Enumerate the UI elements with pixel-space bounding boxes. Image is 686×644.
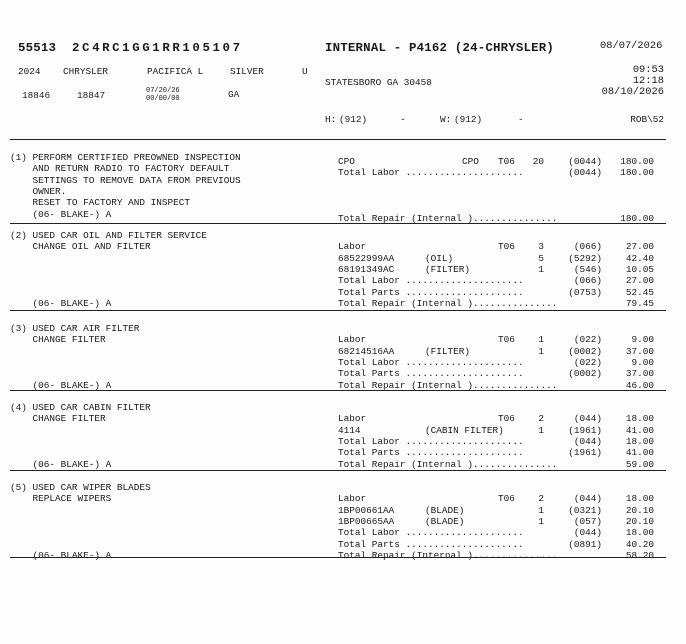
line-description: SETTINGS TO REMOVE DATA FROM PREVIOUS <box>10 174 241 186</box>
row-label: Total Labor ..................... <box>338 527 524 539</box>
row-label: Total Repair (Internal )............... <box>338 297 558 309</box>
line-description: (5) USED CAR WIPER BLADES <box>10 482 151 493</box>
line-description: (2) USED CAR OIL AND FILTER SERVICE <box>10 230 207 241</box>
amount: 41.00 <box>625 447 654 459</box>
amount: 42.40 <box>625 252 654 264</box>
line-description: CHANGE OIL AND FILTER <box>10 241 151 253</box>
cost-code: (066) <box>573 275 602 287</box>
header-divider <box>10 139 666 140</box>
row-label: Total Parts ..................... <box>338 368 524 380</box>
quantity: 20 <box>532 156 544 167</box>
amount: 9.00 <box>631 334 654 346</box>
cost-code: (066) <box>573 241 602 253</box>
part-description: (BLADE) <box>425 504 465 516</box>
cost-code: (044) <box>573 413 602 425</box>
row-label: 68522999AA <box>338 252 395 264</box>
vehicle-model: PACIFICA L <box>147 66 204 77</box>
amount: 52.45 <box>625 286 654 298</box>
line-description: CHANGE FILTER <box>10 334 106 346</box>
row-label: Total Labor ..................... <box>338 435 524 447</box>
state: GA <box>228 89 240 100</box>
cost-code: (1961) <box>568 424 602 436</box>
line-description: AND RETURN RADIO TO FACTORY DEFAULT <box>10 163 230 175</box>
amount: 79.45 <box>625 297 654 309</box>
cost-code: (044) <box>573 527 602 539</box>
row-label: 1BP00661AA <box>338 504 395 516</box>
line-description: CHANGE FILTER <box>10 413 106 425</box>
line-description: OWNER. <box>10 185 67 197</box>
vin: 2C4RC1GG1RR105107 <box>72 41 243 55</box>
row-label: Total Repair (Internal )............... <box>338 212 558 224</box>
used-flag: U <box>302 66 308 77</box>
date-zero: 00/00/00 <box>146 95 180 103</box>
home-phone-label: H: <box>325 114 337 125</box>
cost-code: (0753) <box>568 286 602 298</box>
row-label: Total Labor ..................... <box>338 275 524 287</box>
quantity: 1 <box>538 515 544 527</box>
amount: 27.00 <box>625 241 654 253</box>
part-description: (FILTER) <box>425 263 471 275</box>
amount: 18.00 <box>625 493 654 505</box>
cost-code: (0002) <box>568 345 602 357</box>
work-phone-label: W: <box>440 114 452 125</box>
amount: 46.00 <box>625 379 654 391</box>
cost-code: (5292) <box>568 252 602 264</box>
quantity: 1 <box>538 263 544 275</box>
quantity: 1 <box>538 504 544 516</box>
part-description: (BLADE) <box>425 515 465 527</box>
row-label: 68191349AC <box>338 263 395 275</box>
vehicle-make: CHRYSLER <box>63 66 109 77</box>
row-label: Total Parts ..................... <box>338 447 524 459</box>
cost-code: (044) <box>573 435 602 447</box>
row-label: Labor <box>338 241 367 253</box>
mileage-out: 18847 <box>77 90 106 101</box>
amount: 58.20 <box>625 549 654 561</box>
amount: 180.00 <box>620 212 654 224</box>
dealer-location: STATESBORO GA 30458 <box>325 77 432 88</box>
row-label: Total Repair (Internal )............... <box>338 379 558 391</box>
quantity: 1 <box>538 345 544 357</box>
row-label: Labor <box>338 493 367 505</box>
row-label: Total Parts ..................... <box>338 286 524 298</box>
part-description: (FILTER) <box>425 345 471 357</box>
row-label: CPO <box>338 156 355 167</box>
line-description: (06- BLAKE-) A <box>10 458 112 470</box>
line-divider <box>10 557 666 558</box>
quantity: 1 <box>538 334 544 346</box>
cost-code: (0891) <box>568 538 602 550</box>
cost-code: (0044) <box>568 167 602 179</box>
cost-code: (1961) <box>568 447 602 459</box>
line-description: (1) PERFORM CERTIFIED PREOWNED INSPECTION <box>10 152 241 163</box>
ro-number: 55513 <box>18 41 57 55</box>
row-label: Total Labor ..................... <box>338 167 524 179</box>
tech-code: T06 <box>498 241 515 253</box>
tech-code: T06 <box>498 413 515 425</box>
row-label: 4114 <box>338 424 361 436</box>
work-phone: (912) <box>454 114 483 125</box>
quantity: 3 <box>538 241 544 253</box>
amount: 41.00 <box>625 424 654 436</box>
tech-code: T06 <box>498 493 515 505</box>
amount: 18.00 <box>625 527 654 539</box>
work-phone-dash: - <box>518 114 524 125</box>
row-label: Labor <box>338 413 367 425</box>
date-in: 07/20/26 <box>146 87 180 95</box>
advisor: ROB\52 <box>630 114 664 125</box>
amount: 18.00 <box>625 413 654 425</box>
amount: 20.10 <box>625 515 654 527</box>
line-description: (06- BLAKE-) A <box>10 208 112 220</box>
amount: 37.00 <box>625 368 654 380</box>
line-description: REPLACE WIPERS <box>10 493 112 505</box>
time-in: 09:53 <box>632 64 664 76</box>
tech-code: T06 <box>498 156 515 167</box>
cost-code: (0002) <box>568 368 602 380</box>
line-description: (3) USED CAR AIR FILTER <box>10 323 140 334</box>
amount: 18.00 <box>625 435 654 447</box>
row-label: Total Labor ..................... <box>338 356 524 368</box>
quantity: 5 <box>538 252 544 264</box>
line-divider <box>10 310 666 311</box>
row-label: 1BP00665AA <box>338 515 395 527</box>
order-type: INTERNAL - P4162 (24-CHRYSLER) <box>325 41 555 55</box>
line-description: (06- BLAKE-) A <box>10 297 112 309</box>
line-divider <box>10 223 666 224</box>
line-divider <box>10 390 666 391</box>
quantity: 2 <box>538 493 544 505</box>
amount: 37.00 <box>625 345 654 357</box>
part-description: (OIL) <box>425 252 454 264</box>
amount: 27.00 <box>625 275 654 287</box>
part-description: (CABIN FILTER) <box>425 424 504 436</box>
line-description: (06- BLAKE-) A <box>10 549 112 561</box>
cost-code: (057) <box>573 515 602 527</box>
quantity: 1 <box>538 424 544 436</box>
cost-code: (546) <box>573 263 602 275</box>
cost-code: (0321) <box>568 504 602 516</box>
cost-code: (022) <box>573 334 602 346</box>
cost-code: (044) <box>573 493 602 505</box>
vehicle-year: 2024 <box>18 66 41 77</box>
amount: 180.00 <box>620 156 654 167</box>
part-description: CPO <box>462 156 479 167</box>
row-label: Total Parts ..................... <box>338 538 524 550</box>
mileage-in: 18846 <box>22 90 51 101</box>
row-label: Total Repair (Internal )............... <box>338 549 558 561</box>
cost-code: (0044) <box>568 156 602 167</box>
home-phone: (912) <box>339 114 368 125</box>
print-date: 08/07/2026 <box>600 40 663 52</box>
line-description: (4) USED CAR CABIN FILTER <box>10 402 151 413</box>
quantity: 2 <box>538 413 544 425</box>
amount: 20.10 <box>625 504 654 516</box>
cost-code: (022) <box>573 356 602 368</box>
close-date: 08/10/2026 <box>601 86 664 98</box>
home-phone-dash: - <box>400 114 406 125</box>
row-label: Total Repair (Internal )............... <box>338 458 558 470</box>
vehicle-color: SILVER <box>230 66 264 77</box>
line-divider <box>10 470 666 471</box>
amount: 180.00 <box>620 167 654 179</box>
line-description: (06- BLAKE-) A <box>10 379 112 391</box>
time-out: 12:18 <box>632 75 664 87</box>
row-label: Labor <box>338 334 367 346</box>
tech-code: T06 <box>498 334 515 346</box>
amount: 59.00 <box>625 458 654 470</box>
amount: 10.05 <box>625 263 654 275</box>
row-label: 68214516AA <box>338 345 395 357</box>
amount: 40.20 <box>625 538 654 550</box>
amount: 9.00 <box>631 356 654 368</box>
line-description: RESET TO FACTORY AND INSPECT <box>10 197 191 209</box>
